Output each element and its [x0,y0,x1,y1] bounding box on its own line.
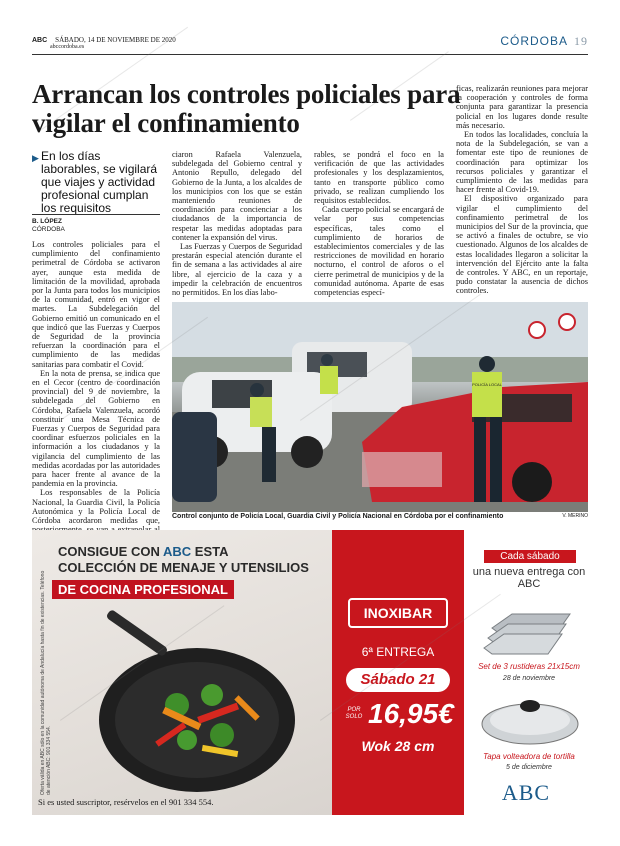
paper-name: ABC [32,37,48,44]
advertisement[interactable] [32,530,588,815]
ad-title-pre: CONSIGUE CON [58,544,160,559]
issue-date: SÁBADO, 14 DE NOVIEMBRE DE 2020 [55,36,176,44]
abc-logo: ABC [501,780,551,805]
body-column-2 [172,150,302,297]
item2-name: Tapa volteadora de tortilla [483,752,575,761]
byline-place: CÓRDOBA [32,226,65,233]
subtitle-rule [32,214,160,215]
page-number: 19 [574,34,588,48]
photo-caption: Control conjunto de Policía Local, Guardia Civil y Policía Nacional en Córdoba por el confinamiento [172,513,504,520]
ad-title-line3: DE COCINA PROFESIONAL [52,580,234,599]
upcoming-panel [464,530,588,815]
nueva-entrega: una nueva entrega con ABC [472,566,586,590]
por-solo: POR SOLO [345,707,363,720]
vest-label: POLICÍA LOCAL [472,382,502,387]
subtitle-text: En los días laborables, se vigilará que viajes y actividad profesional cumplan los requisitos [41,149,158,215]
item1-name: Set de 3 rustideras 21x15cm [478,662,580,671]
item1-date: 28 de noviembre [502,675,556,682]
article-photo [172,302,588,512]
ad-footer: Si es usted suscriptor, resérvelos en el 901 334 554. [38,797,214,807]
triangle-bullet-icon: ▶ [32,153,39,163]
paragraph: ciaron Rafaela Valenzuela, subdelegada del Gobierno central y Antonio Repullo, delegado del Gobierno de la Junta, a los alcaldes de los municipios con los que se están manteniendo reuniones de coordinación para concienciar a los ciudadanos de la importancia de respetar las medidas adoptadas para contener la expansión del virus. [172,150,302,242]
paragraph: Cada cuerpo policial se encargará de velar por sus competencias específicas, tales como el cumplimiento de horarios de establecimientos comerciales y de las restricciones de movilidad en horario nocturno, el control de aforos o el cierre perimetral de municipios y de la comunidad autónoma. Aparte de esas competencias especí- [314,205,444,298]
ad-legal [40,565,50,805]
police-checkpoint-illustration [172,302,588,512]
cada-sabado: Cada sábado [484,550,576,563]
ad-title [58,544,309,576]
body-column-1 [32,240,160,553]
byline-name: B. LÓPEZ [32,218,62,225]
paragraph: Las Fuerzas y Cuerpos de Seguridad prestarán especial atención durante el fin de semana a las actividades al aire libre, al ejercicio de la caza y a impedir la celebración de encuentros no permitidos. En los días labo- [172,242,302,298]
photo-credit: V. MERINO [562,513,588,519]
section-label [500,34,588,49]
paragraph: rables, se pondrá el foco en la verificación de que las actividades profesionales y los desplazamientos, tanto en transporte público como privado, se realizan cumpliendo los requisitos establecidos. [314,150,444,206]
paragraph: ficas, realizarán reuniones para mejorar la cooperación y controles de forma conjunta para garantizar la presencia policial en los lugares donde resulte más necesario. [456,84,588,130]
tortilla-lid-image [480,692,580,748]
site-url[interactable]: abccordoba.es [50,44,85,50]
paragraph: Los responsables de la Policía Nacional, la Guardia Civil, la Policía Autonómica y la Policía Local de Córdoba acordaron medidas que, [32,488,160,526]
ad-legal-text: Oferta válida en ABC sólo en la comunidad autónoma de Andalucía hasta fin de existencias. Teléfono de atención ABC: 901 334 554. [40,570,52,795]
ad-title-abc: ABC [162,544,192,559]
header-rule [32,54,588,55]
byline [32,218,65,234]
product-name: Wok 28 cm [361,738,435,754]
headline: Arrancan los controles policiales para vigilar el confinamiento [32,79,461,138]
brand-logo: INOXIBAR [348,598,448,628]
price: 16,95€ [368,698,454,729]
section-name: CÓRDOBA [500,34,568,48]
header-left [32,36,176,50]
roasting-pans-image [482,594,576,658]
body-column-3 [314,150,444,297]
wok-image [92,610,332,800]
ad-title-line2: COLECCIÓN DE MENAJE Y UTENSILIOS [58,560,309,575]
page-header [32,36,588,50]
item2-date: 5 de diciembre [506,764,552,771]
subtitle [32,150,160,215]
paragraph: El dispositivo organizado para vigilar el cumplimiento del confinamiento perimetral de los municipios del Sur de la provincia, que se activó a finales de octubre, se vio cuestionado. Algunos de los alcaldes de estas localidades llegaron a solicitar la intervención del Ejército ante la falta de controles. Y ABC, en un reportaje, pudo constatar la ausencia de dichos controles. [456,194,588,296]
delivery-date: Sábado 21 [346,668,450,692]
delivery-number: 6ª ENTREGA [361,645,435,659]
offer-panel [332,530,464,815]
paragraph: En todos las localidades, concluía la nota de la Subdelegación, se van a fomentar este tipo de reuniones de coordinación para optimizar los recursos policiales y garantizar el cumplimiento de las medidas para hacer frente al Covid-19. [456,130,588,195]
body-column-4 [456,84,588,296]
paragraph: Los controles policiales para el cumplimiento del confinamiento perimetral de Córdoba se activaron ayer, aunque esta medida de limitación de la movilidad, aprobada por la Junta para todos los municipios de la comunidad, entró en vigor el martes. La Subdelegación del Gobierno emitió un comunicado en el que indicó que las Fuerzas y Cuerpos de Seguridad de la provincia refuerzan la coordinación para el cumplimiento de las medidas sanitarias para combatir el Covid. [32,240,160,369]
paragraph: En la nota de prensa, se indica que en el Cecor (centro de coordinación provincial) del 9 de noviembre, la subdelegada del Gobierno en Córdoba, Rafaela Valenzuela, acordó constituir una Mesa Técnica de Fuerzas y Cuerpos de Seguridad para coordinar esfuerzos policiales en la información a los ciudadanos y la vigilancia del cumplimiento de las medidas acordadas por las autoridades para hacer frente al avance de la pandemia en la provincia. [32,368,160,489]
ad-title-post: ESTA [194,544,229,559]
